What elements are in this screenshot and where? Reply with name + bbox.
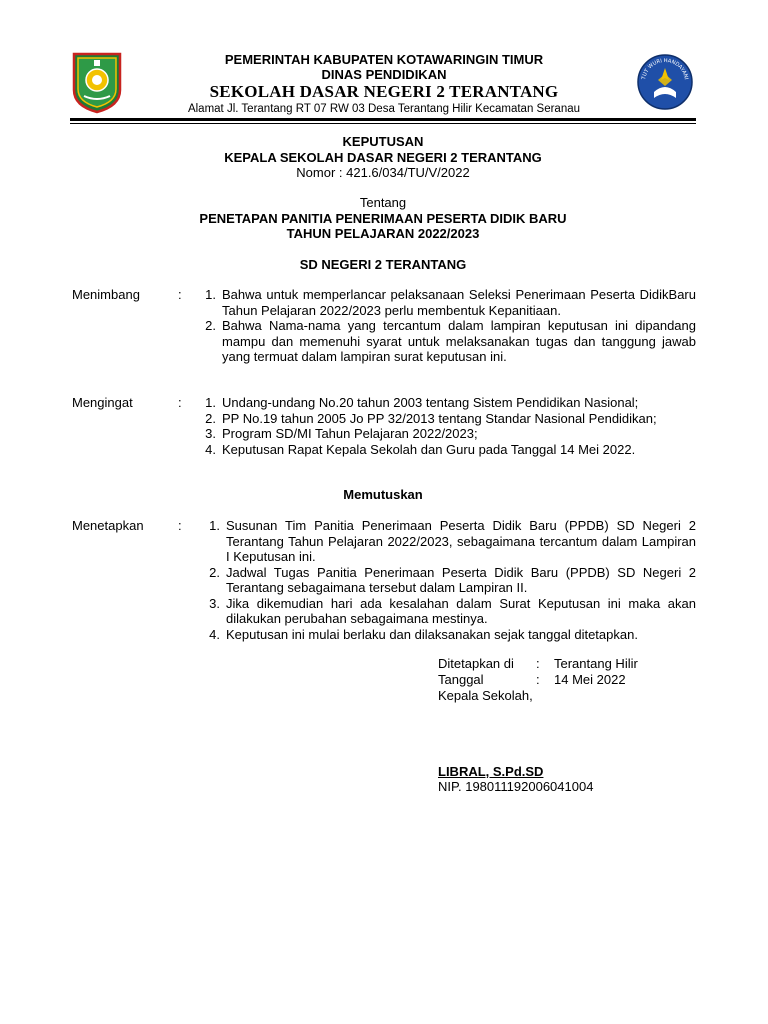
decree-issuer: SD NEGERI 2 TERANTANG bbox=[299, 257, 467, 272]
place-label: Ditetapkan di bbox=[438, 656, 514, 671]
regency-emblem-icon bbox=[70, 50, 124, 114]
list-item: 2. Bahwa Nama-nama yang tercantum dalam lampiran keputusan ini dipandang mampu dan memenuhi syarat untuk melaksanakan tugas dan tanggung jawab yang termuat dalam lampiran surat keputusan ini. bbox=[205, 318, 696, 364]
list-item: 4. Keputusan Rapat Kepala Sekolah dan Guru pada Tanggal 14 Mei 2022. bbox=[205, 441, 636, 457]
letterhead-rule-thin bbox=[70, 123, 696, 124]
government-name: PEMERINTAH KABUPATEN KOTAWARINGIN TIMUR bbox=[224, 52, 544, 67]
memutuskan-heading: Memutuskan bbox=[343, 487, 423, 502]
menetapkan-colon: : bbox=[178, 518, 182, 533]
letterhead-rule-thick bbox=[70, 118, 696, 121]
signer-position: Kepala Sekolah, bbox=[438, 688, 533, 703]
mengingat-label: Mengingat bbox=[72, 395, 133, 410]
emblem-motto: TUT WURI HANDAYANI bbox=[641, 57, 689, 81]
tut-wuri-handayani-emblem-icon bbox=[636, 52, 694, 112]
menimbang-label: Menimbang bbox=[72, 287, 140, 302]
list-item: 1. Undang-undang No.20 tahun 2003 tentang Sistem Pendidikan Nasional; bbox=[205, 395, 639, 410]
decree-heading: KEPUTUSAN bbox=[342, 134, 424, 149]
menimbang-colon: : bbox=[178, 287, 182, 302]
signer-name: LIBRAL, S.Pd.SD bbox=[438, 764, 544, 779]
letterhead bbox=[0, 0, 768, 120]
department-name: DINAS PENDIDIKAN bbox=[321, 67, 447, 82]
date-label: Tanggal bbox=[438, 672, 484, 687]
date-value: 14 Mei 2022 bbox=[554, 672, 626, 687]
list-item: 1. Susunan Tim Panitia Penerimaan Peserta Didik Baru (PPDB) SD Negeri 2 Terantang Tahun Pelajaran 2022/2023, sebagaimana tercantum dalam Lampiran I Keputusan ini. bbox=[209, 518, 696, 564]
decree-subheading: KEPALA SEKOLAH DASAR NEGERI 2 TERANTANG bbox=[224, 150, 542, 165]
school-name: SEKOLAH DASAR NEGERI 2 TERANTANG bbox=[209, 82, 559, 101]
mengingat-colon: : bbox=[178, 395, 182, 410]
menetapkan-list bbox=[200, 518, 696, 642]
list-item: 1. Bahwa untuk memperlancar pelaksanaan Seleksi Penerimaan Peserta DidikBaru Tahun Pelajaran 2022/2023 perlu membentuk Kepanitiaan. bbox=[205, 287, 696, 318]
list-item: 3. Jika dikemudian hari ada kesalahan dalam Surat Keputusan ini maka akan dilakukan perubahan sebagaimana mestinya. bbox=[209, 595, 696, 626]
list-item: 2. Jadwal Tugas Panitia Penerimaan Peserta Didik Baru (PPDB) SD Negeri 2 Terantang sebagaimana tersebut dalam Lampiran II. bbox=[209, 564, 696, 595]
decree-number: Nomor : 421.6/034/TU/V/2022 bbox=[296, 165, 470, 180]
date-colon: : bbox=[536, 672, 540, 687]
signature-place-row bbox=[438, 656, 638, 672]
mengingat-list bbox=[196, 395, 696, 457]
menetapkan-label: Menetapkan bbox=[72, 518, 144, 533]
decree-subject-line1: PENETAPAN PANITIA PENERIMAAN PESERTA DIDIK BARU bbox=[199, 211, 567, 226]
list-item: 2. PP No.19 tahun 2005 Jo PP 32/2013 tentang Standar Nasional Pendidikan; bbox=[205, 410, 657, 426]
signature-block bbox=[438, 656, 638, 704]
place-value: Terantang Hilir bbox=[554, 656, 638, 671]
signer-nip: NIP. 198011192006041004 bbox=[438, 779, 594, 794]
list-item: 3. Program SD/MI Tahun Pelajaran 2022/2023; bbox=[205, 426, 478, 441]
place-colon: : bbox=[536, 656, 540, 671]
signature-date-row bbox=[438, 672, 630, 688]
menimbang-list bbox=[196, 287, 696, 365]
school-address: Alamat Jl. Terantang RT 07 RW 03 Desa Terantang Hilir Kecamatan Seranau bbox=[187, 103, 581, 115]
letterhead-text bbox=[140, 52, 628, 116]
decree-tentang: Tentang bbox=[359, 195, 407, 210]
decree-subject-line2: TAHUN PELAJARAN 2022/2023 bbox=[286, 226, 480, 241]
list-item: 4. Keputusan ini mulai berlaku dan dilaksanakan sejak tanggal ditetapkan. bbox=[209, 626, 638, 642]
